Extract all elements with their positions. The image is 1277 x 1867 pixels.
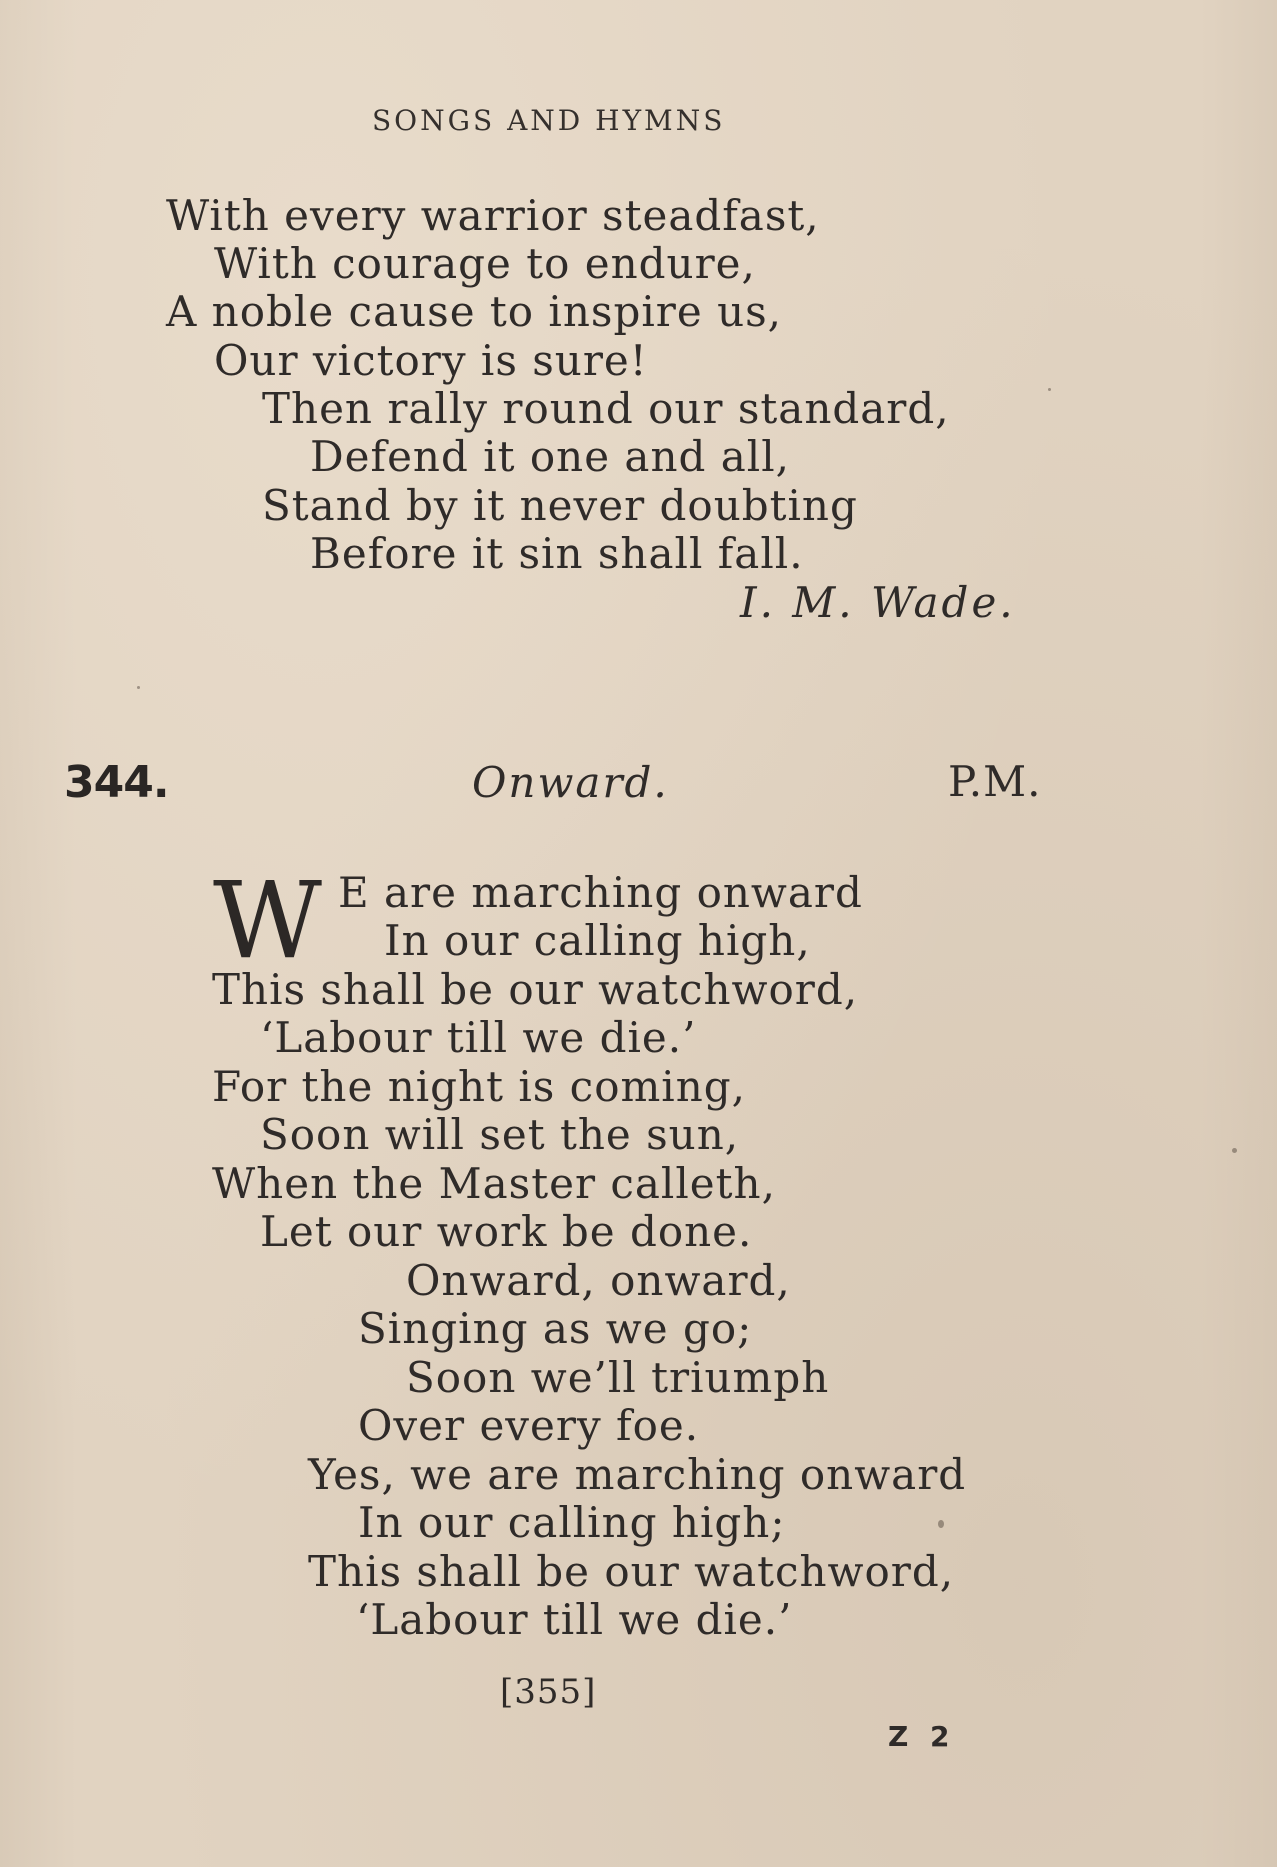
hymn-meter: P.M. [948, 757, 1042, 806]
hymn-number: 344. [64, 757, 169, 808]
author-attribution: I. M. Wade. [740, 578, 1016, 627]
verse-line: In our calling high; [358, 1498, 786, 1547]
verse-line: Singing as we go; [358, 1304, 753, 1353]
drop-cap: W [213, 859, 322, 982]
verse-line: Soon will set the sun, [260, 1110, 740, 1159]
paper-speck [938, 1520, 944, 1528]
verse-line: Let our work be done. [260, 1207, 753, 1256]
verse-line: Stand by it never doubting [262, 481, 858, 530]
verse-line: With courage to endure, [214, 239, 756, 288]
paper-speck [1048, 388, 1051, 391]
paper-speck [1232, 1148, 1237, 1153]
verse-line: This shall be our watchword, [308, 1547, 955, 1596]
verse-line: When the Master calleth, [212, 1159, 776, 1208]
verse-line: A noble cause to inspire us, [166, 287, 783, 336]
verse-line: Yes, we are marching onward [308, 1450, 967, 1499]
verse-line: Soon we’ll triumph [406, 1353, 830, 1402]
verse-line: Onward, onward, [406, 1256, 791, 1305]
verse-line: In our calling high, [384, 916, 811, 965]
verse-line: Over every foe. [358, 1401, 700, 1450]
verse-line: ‘Labour till we die.’ [356, 1595, 793, 1644]
paper-speck [137, 686, 140, 689]
verse-line: Our victory is sure! [214, 336, 648, 385]
verse-line: Before it sin shall fall. [310, 529, 804, 578]
hymn-title: Onward. [472, 758, 669, 807]
signature-mark: Z 2 [888, 1720, 956, 1753]
verse-line: This shall be our watchword, [212, 965, 859, 1014]
page-number: [355] [500, 1672, 597, 1712]
verse-line: ‘Labour till we die.’ [260, 1013, 697, 1062]
verse-line: Defend it one and all, [310, 432, 791, 481]
verse-line: For the night is coming, [212, 1062, 747, 1111]
verse-line: E are marching onward [338, 868, 863, 917]
verse-line: Then rally round our standard, [262, 384, 950, 433]
verse-line: With every warrior steadfast, [166, 191, 820, 240]
running-head: SONGS AND HYMNS [372, 104, 726, 137]
